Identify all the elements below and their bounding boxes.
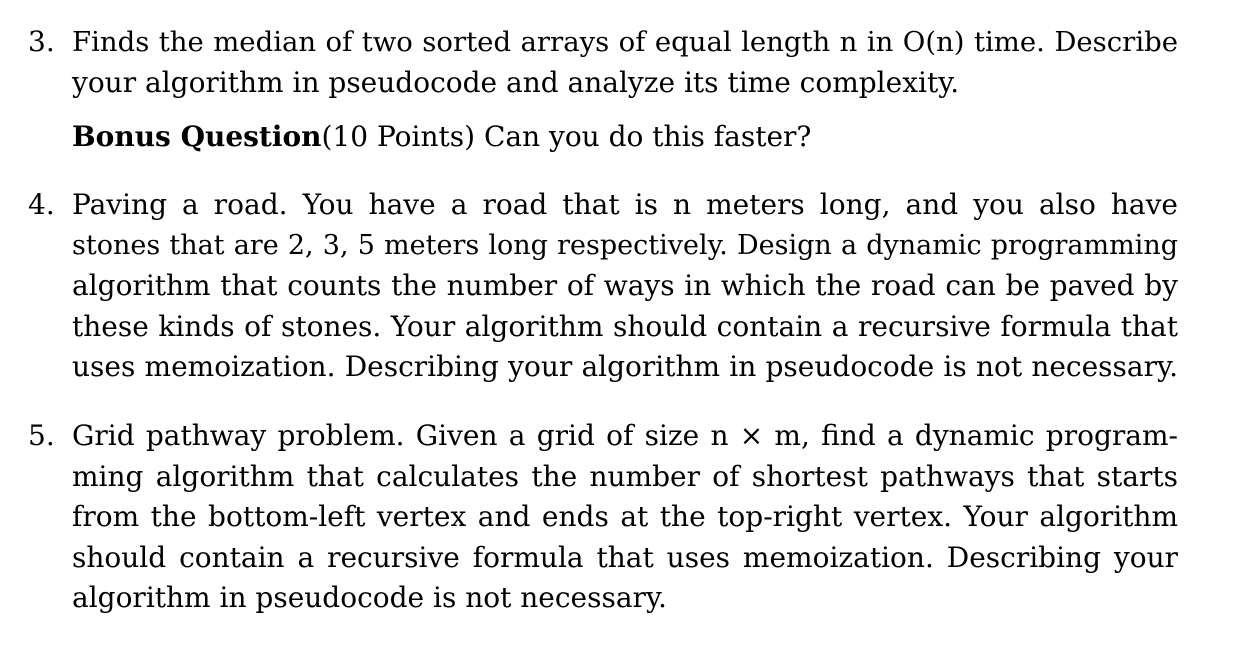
problem-line: your algorithm in pseudocode and analyze its time complexity.: [72, 66, 960, 99]
problem-line: uses memoization. Describing your algorithm in pseudocode is not necessary.: [72, 350, 1178, 383]
problem-line: Paving a road. You have a road that is n meters long, and you also have: [72, 188, 1178, 221]
bonus-label: Bonus Question: [72, 120, 322, 153]
problem-line: algorithm in pseudocode is not necessary.: [72, 581, 667, 614]
problem-5: [0, 416, 1238, 626]
problem-number: 5.: [28, 419, 55, 452]
problem-line: from the bottom-left vertex and ends at the top-right vertex. Your algorithm: [72, 500, 1178, 533]
problem-line: ming algorithm that calculates the number of shortest pathways that starts: [72, 459, 1178, 493]
problem-line: should contain a recursive formula that uses memoization. Describing your: [72, 540, 1178, 574]
problem-3: [0, 22, 1238, 162]
problem-4: [0, 185, 1238, 395]
problem-line: these kinds of stones. Your algorithm should contain a recursive formula that: [72, 309, 1178, 343]
problem-line: stones that are 2, 3, 5 meters long respectively. Design a dynamic programming: [72, 229, 1178, 261]
problem-line: algorithm that counts the number of ways in which the road can be paved by: [72, 269, 1178, 302]
problem-number: 3.: [28, 25, 55, 58]
bonus-text: (10 Points) Can you do this faster?: [321, 120, 812, 153]
problem-number: 4.: [28, 188, 55, 221]
bonus-question: [72, 117, 1178, 158]
problem-line: Grid pathway problem. Given a grid of size n × m, find a dynamic program-: [72, 419, 1178, 452]
problem-line: Finds the median of two sorted arrays of equal length n in O(n) time. Describe: [72, 26, 1178, 58]
